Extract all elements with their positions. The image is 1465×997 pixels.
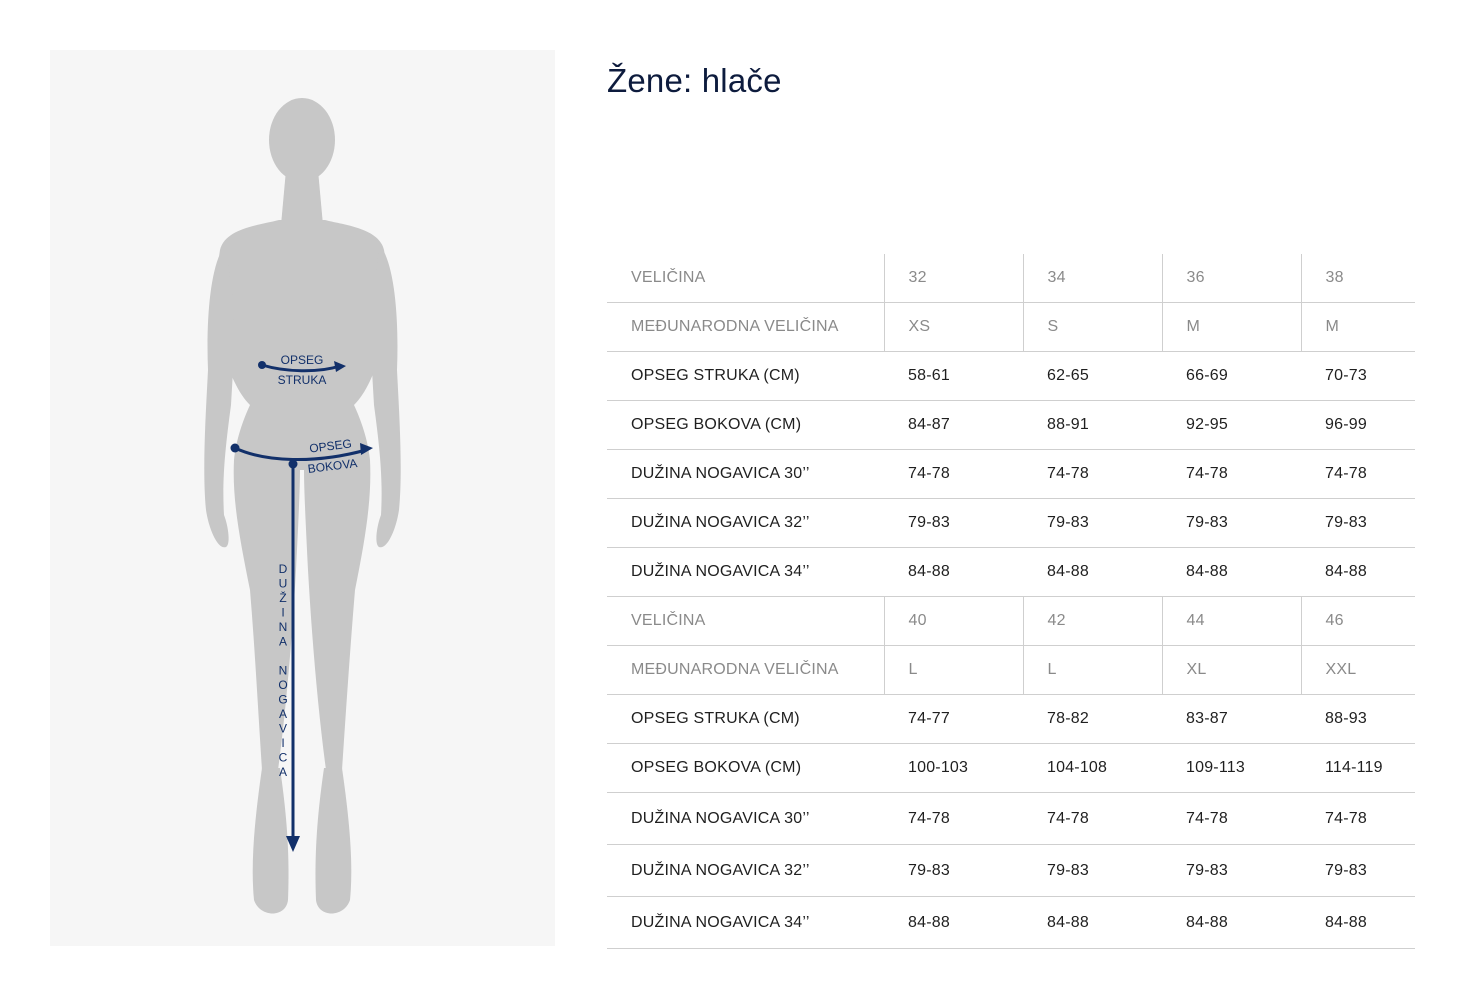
table-cell: L [884, 646, 1023, 695]
table-cell: 109-113 [1186, 759, 1245, 776]
table-cell: 88-91 [1047, 416, 1089, 433]
inseam-arrow-start-dot [289, 460, 298, 469]
waist-label-line2: STRUKA [277, 373, 327, 387]
table-cell: 84-88 [908, 563, 950, 580]
table-cell: 79-83 [1186, 861, 1228, 879]
row-label: DUŽINA NOGAVICA 32’’ [631, 861, 810, 879]
table-cell: 88-93 [1325, 710, 1367, 727]
hip-label-line1: OPSEG [308, 436, 353, 456]
inseam-label-letter: I [281, 736, 285, 750]
table-cell: 62-65 [1047, 367, 1089, 384]
table-cell: 100-103 [908, 759, 969, 776]
table-cell: S [1023, 303, 1162, 352]
table-row [607, 499, 1415, 548]
table-cell: 74-78 [1047, 809, 1089, 827]
inseam-label-letter: A [278, 634, 288, 649]
inseam-label-letter: A [278, 707, 288, 721]
table-row [607, 401, 1415, 450]
table-cell: 84-88 [1047, 913, 1089, 931]
inseam-label-letter: Ž [279, 591, 287, 605]
row-label: OPSEG BOKOVA (CM) [631, 759, 802, 776]
row-label: MEĐUNARODNA VELIČINA [631, 318, 839, 335]
row-label: DUŽINA NOGAVICA 34’’ [631, 563, 810, 580]
table-cell: 58-61 [908, 367, 950, 384]
inseam-label-letter: U [278, 576, 288, 591]
inseam-label-letter: D [278, 562, 288, 576]
row-label: MEĐUNARODNA VELIČINA [631, 661, 839, 678]
table-cell: M [1162, 303, 1301, 352]
table-cell: 84-87 [908, 416, 950, 433]
table-cell: 79-83 [908, 514, 950, 531]
table-cell: XS [884, 303, 1023, 352]
table-header-row [607, 646, 1415, 695]
inseam-arrow-head [286, 836, 300, 852]
table-cell: 79-83 [1047, 514, 1089, 531]
table-cell: 84-88 [908, 913, 950, 931]
hip-label-line2: BOKOVA [306, 456, 359, 477]
size-chart-table [607, 254, 1415, 949]
row-label: VELIČINA [631, 269, 706, 286]
table-cell: 36 [1162, 254, 1301, 303]
inseam-label-letter: O [278, 678, 288, 692]
table-cell: 79-83 [1325, 514, 1367, 531]
table-row [607, 897, 1415, 949]
inseam-label-letter: C [278, 750, 288, 765]
table-header-row [607, 597, 1415, 646]
table-row [607, 450, 1415, 499]
table-cell: 114-119 [1325, 759, 1383, 776]
table-row [607, 793, 1415, 845]
table-cell: 74-78 [1325, 809, 1367, 827]
table-cell: 74-78 [1186, 465, 1228, 482]
inseam-label-letter: A [278, 765, 288, 779]
page-title: Žene: hlače [607, 62, 782, 99]
table-cell: 96-99 [1325, 416, 1367, 433]
table-cell: 74-78 [1325, 465, 1367, 482]
table-cell: 92-95 [1186, 416, 1228, 433]
inseam-label-letter: I [281, 605, 285, 620]
body-silhouette [204, 98, 400, 914]
table-row [607, 695, 1415, 744]
table-cell: 74-78 [1047, 465, 1089, 482]
table-cell: 42 [1023, 597, 1162, 646]
table-cell: L [1023, 646, 1162, 695]
table-cell: 70-73 [1325, 367, 1367, 384]
row-label: VELIČINA [631, 612, 706, 629]
row-label: OPSEG STRUKA (CM) [631, 710, 800, 727]
table-cell: 74-78 [908, 465, 950, 482]
row-label: DUŽINA NOGAVICA 34’’ [631, 913, 810, 931]
table-cell: 74-77 [908, 710, 950, 727]
table-cell: 44 [1162, 597, 1301, 646]
table-cell: 84-88 [1047, 563, 1089, 580]
table-cell: 74-78 [908, 809, 950, 827]
table-cell: 66-69 [1186, 367, 1228, 384]
table-row [607, 845, 1415, 897]
inseam-label-letter: N [278, 663, 288, 678]
table-cell: 79-83 [1186, 514, 1228, 531]
row-label: DUŽINA NOGAVICA 32’’ [631, 514, 810, 531]
table-cell: 46 [1301, 597, 1415, 646]
row-label: OPSEG STRUKA (CM) [631, 367, 800, 384]
table-row [607, 352, 1415, 401]
table-cell: M [1301, 303, 1415, 352]
table-cell: 40 [884, 597, 1023, 646]
body-measurement-figure [50, 50, 555, 946]
table-header-row [607, 254, 1415, 303]
table-cell: 84-88 [1325, 913, 1367, 931]
row-label: DUŽINA NOGAVICA 30’’ [631, 809, 810, 827]
table-cell: 38 [1301, 254, 1415, 303]
table-cell: 74-78 [1186, 809, 1228, 827]
body-silhouette-illustration [50, 50, 555, 946]
hip-arrow-start-dot [231, 444, 240, 453]
table-cell: 104-108 [1047, 759, 1108, 776]
table-row [607, 548, 1415, 597]
inseam-label-letter: N [278, 620, 288, 634]
table-row [607, 744, 1415, 793]
table-cell: 83-87 [1186, 710, 1228, 727]
row-label: OPSEG BOKOVA (CM) [631, 416, 802, 433]
waist-label-line1: OPSEG [280, 353, 324, 367]
table-cell: 34 [1023, 254, 1162, 303]
row-label: DUŽINA NOGAVICA 30’’ [631, 465, 810, 482]
table-cell: 78-82 [1047, 710, 1089, 727]
table-cell: XL [1162, 646, 1301, 695]
inseam-label-letter: V [278, 721, 288, 736]
table-cell: 84-88 [1186, 563, 1228, 580]
table-cell: 32 [884, 254, 1023, 303]
waist-arrow-start-dot [258, 361, 266, 369]
table-cell: 79-83 [1325, 861, 1367, 879]
table-cell: 79-83 [1047, 861, 1089, 879]
inseam-label-letter: G [278, 692, 288, 707]
table-cell: XXL [1301, 646, 1415, 695]
table-cell: 79-83 [908, 861, 950, 879]
table-cell: 84-88 [1325, 563, 1367, 580]
table-header-row [607, 303, 1415, 352]
table-cell: 84-88 [1186, 913, 1228, 931]
